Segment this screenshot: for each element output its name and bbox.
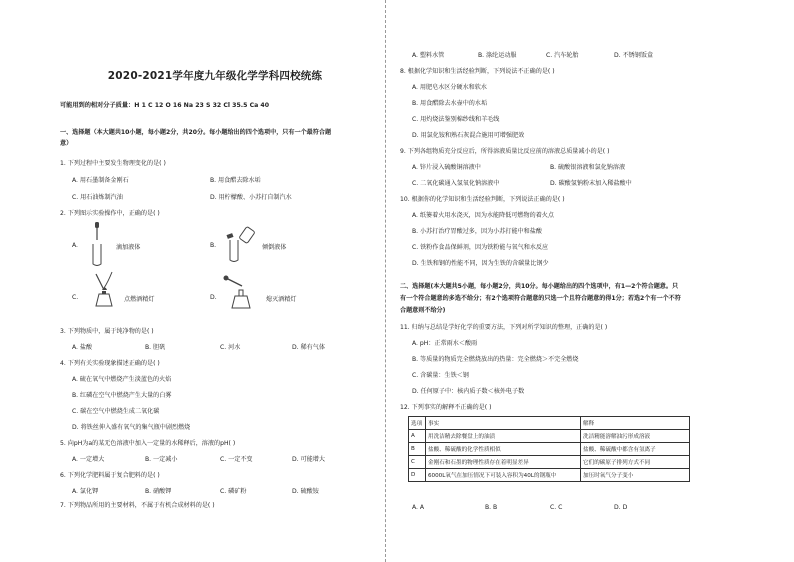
table-cell: 6000L氧气在加压情况下可装入容积为40L的钢瓶中 (426, 469, 581, 482)
exam-title: 2020-2021学年度九年级化学学科四校统练 (107, 70, 323, 82)
q6-option-a: A. 氯化钾 (72, 488, 99, 495)
q4-option-a: A. 硫在氧气中燃烧产生淡蓝色的火焰 (72, 376, 172, 383)
pouring-liquid-illustration (224, 226, 258, 262)
q11-option-b: B. 等质量的物质完全燃烧放出的热量：完全燃烧＞不完全燃烧 (412, 356, 579, 363)
table-cell: 用洗洁精去除餐盘上的油渍 (426, 430, 581, 443)
q11-option-c: C. 含碳量：生铁＜钢 (412, 372, 469, 379)
left-column (60, 0, 370, 562)
q1-option-a: A. 用石墨制备金刚石 (72, 177, 129, 184)
section1-heading-line1: 一、选择题（本大题共10小题，每小题2分，共20分。每小题给出的四个选项中，只有一个最符合题 (60, 129, 332, 136)
q8-option-b: B. 用食醋除去水壶中的水垢 (412, 100, 488, 107)
q5-option-c: C. 一定不变 (220, 456, 253, 463)
q2-option-a: A. (72, 242, 78, 249)
table-cell: 金刚石和石墨的物理性质存在着明显差异 (426, 456, 581, 469)
q7-option-d: D. 不锈钢饭盒 (614, 52, 654, 59)
q10-stem: 10. 根据你的化学知识和生活经验判断，下列说法正确的是( ) (400, 196, 565, 203)
q7-option-b: B. 涤纶运动服 (478, 52, 517, 59)
table-row (409, 443, 690, 456)
q10-option-b: B. 小苏打治疗胃酸过多，因为小苏打能中和盐酸 (412, 228, 542, 235)
q9-option-d: D. 碳酸氢钠粉末加入稀盐酸中 (550, 180, 632, 187)
q12-table (408, 416, 690, 482)
q7-stem: 7. 下列物品所用的主要材料，不属于有机合成材料的是( ) (60, 502, 215, 509)
table-cell: 它们的碳原子排列方式不同 (581, 456, 690, 469)
q2-d-label: 熄灭酒精灯 (266, 296, 297, 303)
section1-heading-line2: 意） (60, 140, 73, 147)
table-cell: D (409, 469, 426, 482)
q10-option-c: C. 铁粉作食品保鲜剂，因为铁粉能与氧气和水反应 (412, 244, 549, 251)
q3-option-a: A. 盐酸 (72, 344, 93, 351)
q12-option-b: B. B (485, 504, 498, 511)
section2-heading-line3: 合题意则不给分) (400, 307, 446, 314)
q3-option-b: B. 胆矾 (145, 344, 166, 351)
q1-option-c: C. 用石油炼制汽油 (72, 194, 123, 201)
q8-option-c: C. 用灼烧法鉴别棉纱线和羊毛线 (412, 116, 500, 123)
q6-option-c: C. 磷矿粉 (220, 488, 247, 495)
q2-option-d: D. (210, 294, 217, 301)
table-row (409, 456, 690, 469)
q7-option-a: A. 塑料水管 (412, 52, 445, 59)
table-header-cell: 解释 (581, 417, 690, 430)
extinguishing-lamp-illustration (222, 272, 262, 310)
q11-option-d: D. 任何原子中：核内质子数＜核外电子数 (412, 388, 525, 395)
q4-option-c: C. 碳在空气中燃烧生成二氧化碳 (72, 408, 160, 415)
q8-option-d: D. 用氯化铵和熟石灰混合施用可增强肥效 (412, 132, 525, 139)
q12-stem: 12. 下列事实的解释不正确的是( ) (400, 404, 492, 411)
q4-option-d: D. 将铁丝伸入盛有氧气的集气瓶中剧烈燃烧 (72, 424, 191, 431)
q12-option-a: A. A (412, 504, 425, 511)
q12-option-d: D. D (614, 504, 628, 511)
q5-stem: 5. 向pH为a的某无色溶液中加入一定量的水稀释后，溶液的pH( ) (60, 440, 236, 447)
section2-heading-line2: 有一个符合题意的多选不给分；有2个选项符合题意的只选一个且符合题意的得1分；若选2个有一个不符 (400, 295, 681, 302)
right-column (400, 0, 700, 562)
q6-option-d: D. 硫酸铵 (292, 488, 319, 495)
q8-option-a: A. 用肥皂水区分硬水和软水 (412, 84, 487, 91)
table-cell: 盐酸、稀硫酸的化学性质相似 (426, 443, 581, 456)
q1-option-b: B. 用食醋去除水垢 (210, 177, 261, 184)
section2-heading-line1: 二、选择题(本大题共5小题，每小题2分，共10分。每小题给出的四个选项中，有1—2个符合题意。只 (400, 283, 679, 290)
table-header-cell: 事实 (426, 417, 581, 430)
q4-option-b: B. 红磷在空气中燃烧产生大量的白雾 (72, 392, 172, 399)
q5-option-d: D. 可能增大 (292, 456, 325, 463)
q10-option-d: D. 生铁和钢的性能不同，因为生铁的含碳量比钢少 (412, 260, 549, 267)
table-cell: C (409, 456, 426, 469)
q8-stem: 8. 根据化学知识和生活经验判断，下列说法不正确的是( ) (400, 68, 555, 75)
column-divider (385, 0, 386, 562)
q1-stem: 1. 下列过程中主要发生物理变化的是( ) (60, 160, 166, 167)
table-row (409, 430, 690, 443)
table-cell: 加压时氧气分子变小 (581, 469, 690, 482)
q2-option-c: C. (72, 294, 79, 301)
table-header-cell: 选项 (409, 417, 426, 430)
table-header-row (409, 417, 690, 430)
q5-option-a: A. 一定增大 (72, 456, 105, 463)
dropper-into-tube-illustration (86, 222, 108, 266)
relative-masses: 可能用到的相对分子质量：H 1 C 12 O 16 Na 23 S 32 Cl 35.5 Ca 40 (60, 102, 270, 109)
q9-option-b: B. 硫酸银溶液和氯化钠溶液 (550, 164, 626, 171)
q1-option-d: D. 用柠檬酸、小苏打自制汽水 (210, 194, 292, 201)
q9-stem: 9. 下列各组物质充分反应后，所得溶液质量比反应前的溶液总质量减小的是( ) (400, 148, 610, 155)
table-cell: 洗洁精能溶解油污形成溶液 (581, 430, 690, 443)
q10-option-a: A. 纸篓着火用水浇灭，因为水能降低可燃物的着火点 (412, 212, 554, 219)
lighting-lamp-illustration (88, 268, 122, 308)
q2-c-label: 点燃酒精灯 (124, 296, 155, 303)
table-cell: B (409, 443, 426, 456)
table-row (409, 469, 690, 482)
q11-option-a: A. pH：正常雨水＜酸雨 (412, 340, 478, 347)
q2-option-b: B. (210, 242, 217, 249)
q11-stem: 11. 归纳与总结是学好化学的重要方法，下列对所学知识的整理，正确的是( ) (400, 324, 608, 331)
q9-option-a: A. 锌片浸入硫酸铜溶液中 (412, 164, 481, 171)
q2-a-label: 滴加液体 (116, 244, 141, 251)
q7-option-c: C. 汽车轮胎 (546, 52, 579, 59)
q3-stem: 3. 下列物质中，属于纯净物的是( ) (60, 328, 154, 335)
table-cell: 盐酸、稀硫酸中都含有氢离子 (581, 443, 690, 456)
q5-option-b: B. 一定减小 (145, 456, 178, 463)
q2-b-label: 倾倒液体 (262, 244, 287, 251)
q9-option-c: C. 二氧化碳通入氢氧化钠溶液中 (412, 180, 500, 187)
q3-option-c: C. 河水 (220, 344, 241, 351)
q6-option-b: B. 硝酸钾 (145, 488, 172, 495)
table-cell: A (409, 430, 426, 443)
q6-stem: 6. 下列化学肥料属于复合肥料的是( ) (60, 472, 160, 479)
q3-option-d: D. 稀有气体 (292, 344, 325, 351)
q2-stem: 2. 下列图示实验操作中，正确的是( ) (60, 210, 160, 217)
q4-stem: 4. 下列有关实验现象描述正确的是( ) (60, 360, 160, 367)
q12-option-c: C. C (550, 504, 563, 511)
